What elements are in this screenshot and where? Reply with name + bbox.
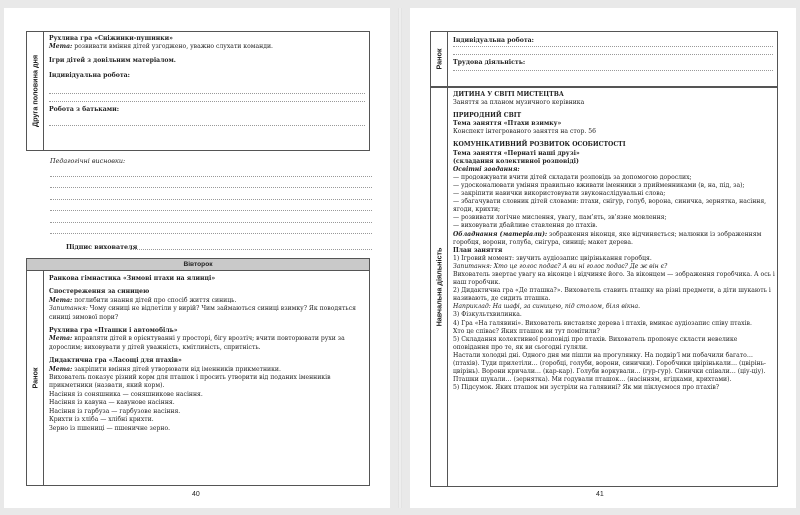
plan-item: 5) Складання колективної розповіді про птахів. Вихователь пропонує скласти невелике оповідання про те, як ви сьогодні гуляли.: [453, 335, 738, 351]
didactic-goal-label: Мета:: [49, 365, 73, 373]
plan-item: 2) Дидактична гра «Де пташка?». Вихователь ставить пташку на різні предмети, а діти шукають і називають, де сидить пташка.: [453, 287, 771, 303]
comm-subtitle: (складання колективної розповіді): [453, 157, 579, 165]
signature-line[interactable]: [130, 249, 372, 250]
conclusions-line[interactable]: [50, 177, 372, 189]
learning-side-column: [431, 88, 448, 486]
conclusions-label: Педагогічні висновки:: [50, 157, 126, 165]
pair-item: Насіння із гарбуза — гарбузове насіння.: [49, 407, 181, 415]
tuesday-side-label: Ранок: [30, 367, 40, 389]
game-goal: розвивати вміння дітей узгоджено, уважно слухати команди.: [74, 43, 273, 51]
art-text: Заняття за планом музичного керівника: [453, 99, 585, 107]
pair-item: Насіння із кавуна — кавунове насіння.: [49, 399, 175, 407]
game-goal-label: Мета:: [49, 43, 73, 51]
plan-item: Вихователь звертає увагу на віконце і відчиняє його. За віконцем — зображення горобчика. А ось і наш горобчик.: [453, 270, 775, 287]
evening-side-label: Друга половина дня: [30, 54, 40, 128]
didactic-goal: закріпити вміння дітей утворювати від іменників прикметники.: [74, 365, 281, 373]
pair-item: Крихти із хліба — хлібні крихти.: [49, 416, 154, 424]
comm-title: КОМУНІКАТИВНИЙ РОЗВИТОК ОСОБИСТОСТІ: [453, 141, 626, 149]
task-item: — виховувати дбайливе ставлення до птахів.: [453, 222, 598, 230]
learning-section: [430, 87, 778, 487]
morning-side-column: [431, 32, 448, 86]
parents-work-field[interactable]: Робота з батьками:: [49, 104, 365, 126]
conclusions-line[interactable]: [50, 223, 372, 235]
equipment-label: Обладнання (матеріали):: [453, 230, 548, 238]
dotted-line[interactable]: [49, 94, 365, 102]
tasks-label: Освітні завдання:: [453, 165, 520, 173]
conclusions-line[interactable]: [50, 200, 372, 212]
evening-content: [49, 35, 365, 126]
conclusions-line[interactable]: [50, 211, 372, 223]
plan-item: Запитання: Хто це голос подає? А ви ні голос подає? Де ж він є?: [453, 262, 668, 270]
plan-item: 4) Гра «На галявині». Вихователь виставляє дерева і птахів, вмикає аудіозапис співу птахів.: [453, 319, 752, 327]
labor-field[interactable]: Трудова діяльність:: [453, 57, 773, 71]
plan-item: 3) Фізкультхвилинка.: [453, 311, 522, 319]
page-number-right: 41: [596, 491, 604, 498]
free-play: Ігри дітей з довільним матеріалом.: [49, 56, 176, 64]
tuesday-section: [26, 258, 370, 486]
nature-topic: Тема заняття «Птахи взимку»: [453, 120, 562, 128]
conclusions-block: [50, 157, 372, 234]
gymnastics: Ранкова гімнастика «Зимові птахи на ялинці»: [49, 275, 216, 282]
task-item: — закріпити навички використовувати звуконаслідувальні слова;: [453, 190, 666, 198]
tuesday-content: [49, 275, 365, 433]
evening-side-column: [27, 32, 44, 150]
right-page: [410, 8, 796, 508]
nature-text: Конспект інтегрованого заняття на стор. 56: [453, 128, 596, 136]
plan-item: Настали холодні дні. Одного дня ми пішли на прогулянку. На подвір’ї ми побачили багато… (птахів). Туди прилетіли… (горобці, голуби, ворони, синички). Горобчики цвірінькали… (цвірінь-цвірінь). Ворони кричали… (кар-кар). Голуби воркували… (гур-гур). Синички співали… (ціу-ціу). Пташки шукали… (зернятка). Ми годували пташок… (насінням, ягідками, крихтами).: [453, 351, 766, 384]
pair-item: Зерно із пшениці — пшеничне зерно.: [49, 424, 171, 432]
didactic-body: Вихователь показує різний корм для пташок і просить утворити від поданих іменників прикметники (назвати, який корм).: [49, 374, 331, 390]
task-item: — продовжувати вчити дітей складати розповідь за допомогою дорослих;: [453, 173, 692, 181]
game2-title: Рухлива гра «Пташки і автомобіль»: [49, 327, 178, 335]
dotted-line[interactable]: [453, 47, 773, 55]
game2-goal-label: Мета:: [49, 335, 73, 343]
task-item: — удосконалювати уміння правильно вживати іменники з прийменниками (в, на, під, за);: [453, 181, 745, 189]
learning-side-label: Навчальна діяльність: [434, 247, 444, 327]
conclusions-line[interactable]: [50, 188, 372, 200]
morning-content: [453, 35, 773, 71]
nature-title: ПРИРОДНИЙ СВІТ: [453, 112, 522, 120]
individual-work-field[interactable]: Індивідуальна робота:: [453, 35, 773, 47]
plan-item: Хто це співає? Яких пташок ви тут помітили?: [453, 327, 600, 335]
signature-label: Підпис вихователя: [66, 243, 138, 251]
questions-label: Запитання:: [49, 305, 88, 313]
book-gutter: [398, 8, 402, 508]
evening-section: [26, 31, 370, 151]
game2-goal: вправляти дітей в орієнтуванні у просторі, бігу врозтіч; вчити повторювати рухи за дорослим; виховувати у дітей уважність, кмітливість, спритність.: [49, 335, 345, 351]
questions: Чому синиці не відлетіли у вирій? Чим займаються синиці взимку? Як поводяться синиці зимової пори?: [49, 305, 356, 321]
comm-topic: Тема заняття «Пернаті наші друзі»: [453, 149, 580, 157]
plan-item: 1) Ігровий момент: звучить аудіозапис цвірінькання горобця.: [453, 254, 652, 262]
left-page: [4, 8, 390, 508]
observation-goal-label: Мета:: [49, 296, 73, 304]
conclusions-line[interactable]: [50, 165, 372, 177]
tuesday-side-column: [27, 271, 44, 485]
plan-item: 5) Підсумок. Яких пташок ми зустріли на галявині? Як ми піклуємося про птахів?: [453, 384, 720, 392]
pair-item: Насіння із соняшника — соняшникове насіння.: [49, 390, 203, 398]
art-title: ДИТИНА У СВІТІ МИСТЕЦТВА: [453, 91, 564, 98]
task-item: — збагачувати словник дітей словами: птахи, снігур, голуб, ворона, синичка, зерняткa, насіння, ягоди, крихти;: [453, 198, 767, 214]
didactic-title: Дидактична гра «Ласощі для птахів»: [49, 357, 182, 365]
individual-work-field[interactable]: Індивідуальна робота:: [49, 70, 365, 94]
observation-title: Спостереження за синицею: [49, 288, 150, 296]
morning-side-label: Ранок: [434, 48, 444, 70]
tuesday-header: Вівторок: [27, 259, 369, 271]
task-item: — розвивати логічне мислення, увагу, пам’ять, зв’язне мовлення;: [453, 214, 667, 222]
morning-section: [430, 31, 778, 87]
plan-label: План заняття: [453, 246, 503, 254]
plan-item: Наприклад: На шафі, за синицею, під столом, біля вікна.: [453, 303, 641, 311]
game-title: Рухлива гра «Сніжинки-пушинки»: [49, 35, 173, 42]
learning-content: [453, 91, 775, 392]
observation-goal: поглибити знання дітей про спосіб життя синиць.: [74, 296, 237, 304]
page-number-left: 40: [192, 491, 200, 498]
equipment: зображення віконця, яке відчиняється; малюнки із зображенням горобця, ворони, голуба, снігура, синиці; макет дерева.: [453, 230, 762, 246]
